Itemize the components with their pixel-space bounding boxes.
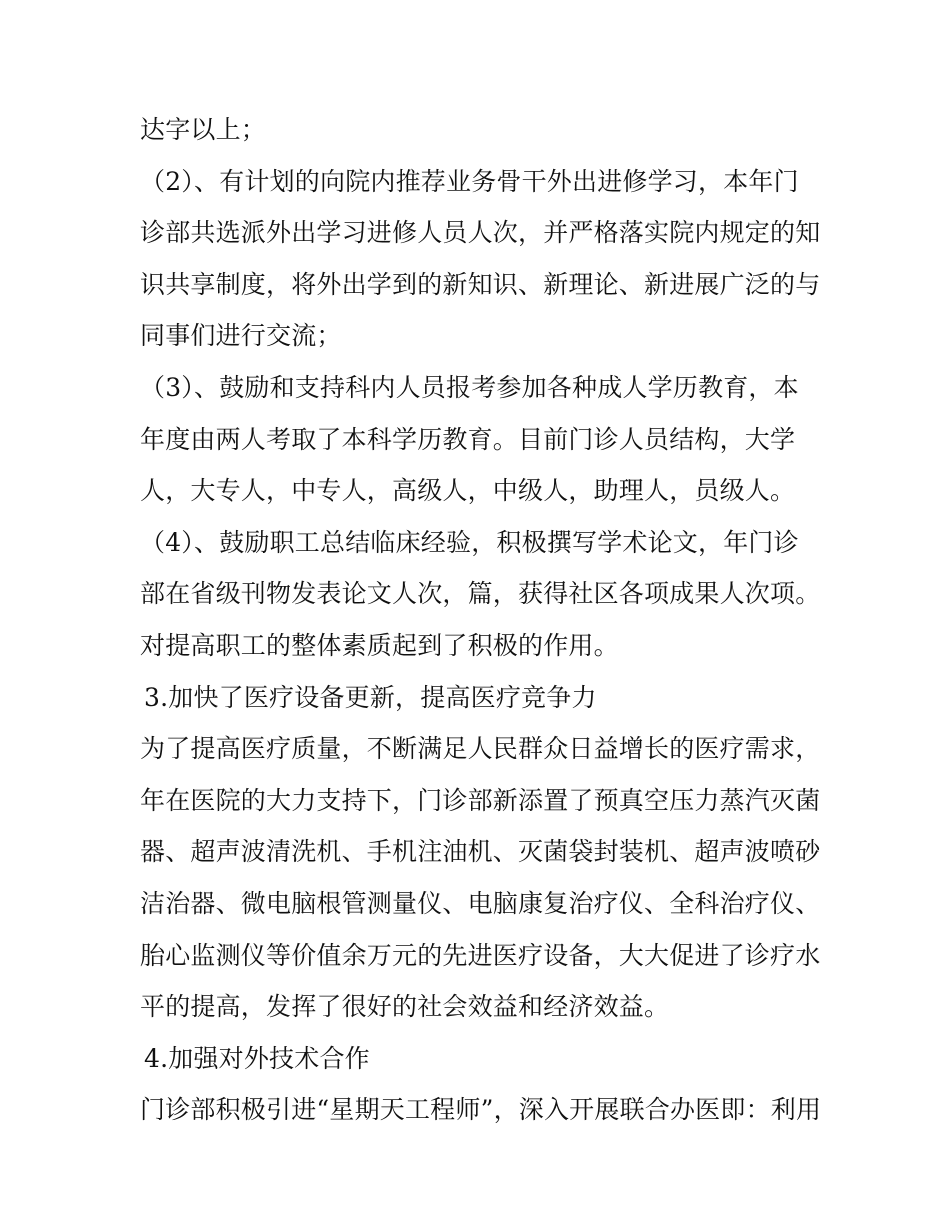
text-line: （2）、有计划的向院内推荐业务骨干外出进修学习，本年门: [140, 166, 799, 196]
text-line: 器、超声波清洗机、手机注油机、灭菌袋封装机、超声波喷砂: [140, 837, 821, 867]
text-line: （3）、鼓励和支持科内人员报考参加各种成人学历教育，本: [140, 372, 799, 402]
text-line: 部在省级刊物发表论文人次，篇，获得社区各项成果人次项。: [140, 579, 821, 609]
text-line: 年度由两人考取了本科学历教育。目前门诊人员结构，大学: [140, 424, 796, 454]
text-line: 洁治器、微电脑根管测量仪、电脑康复治疗仪、全科治疗仪、: [140, 888, 821, 918]
text-line: 对提高职工的整体素质起到了积极的作用。: [140, 630, 619, 660]
text-line: 年在医院的大力支持下，门诊部新添置了预真空压力蒸汽灭菌: [140, 785, 821, 815]
text-line: 门诊部积极引进“星期天工程师”，深入开展联合办医即：利用: [140, 1095, 822, 1125]
text-line: 识共享制度，将外出学到的新知识、新理论、新进展广泛的与: [140, 269, 821, 299]
text-line: 为了提高医疗质量，不断满足人民群众日益增长的医疗需求，: [140, 734, 821, 764]
text-line: 达字以上；: [140, 115, 267, 144]
text-line: （4）、鼓励职工总结临床经验，积极撰写学术论文，年门诊: [140, 527, 799, 557]
text-line: 平的提高，发挥了很好的社会效益和经济效益。: [140, 992, 670, 1022]
text-line: 同事们进行交流；: [140, 321, 342, 351]
section-heading: 4.加强对外技术合作: [144, 1043, 370, 1073]
section-heading: 3.加快了医疗设备更新，提高医疗竞争力: [144, 682, 597, 712]
text-line: 诊部共选派外出学习进修人员人次，并严格落实院内规定的知: [140, 218, 821, 248]
text-line: 胎心监测仪等价值余万元的先进医疗设备，大大促进了诊疗水: [140, 940, 821, 970]
text-line: 人，大专人，中专人，高级人，中级人，助理人，员级人。: [140, 476, 796, 506]
document-body: [140, 104, 830, 1136]
